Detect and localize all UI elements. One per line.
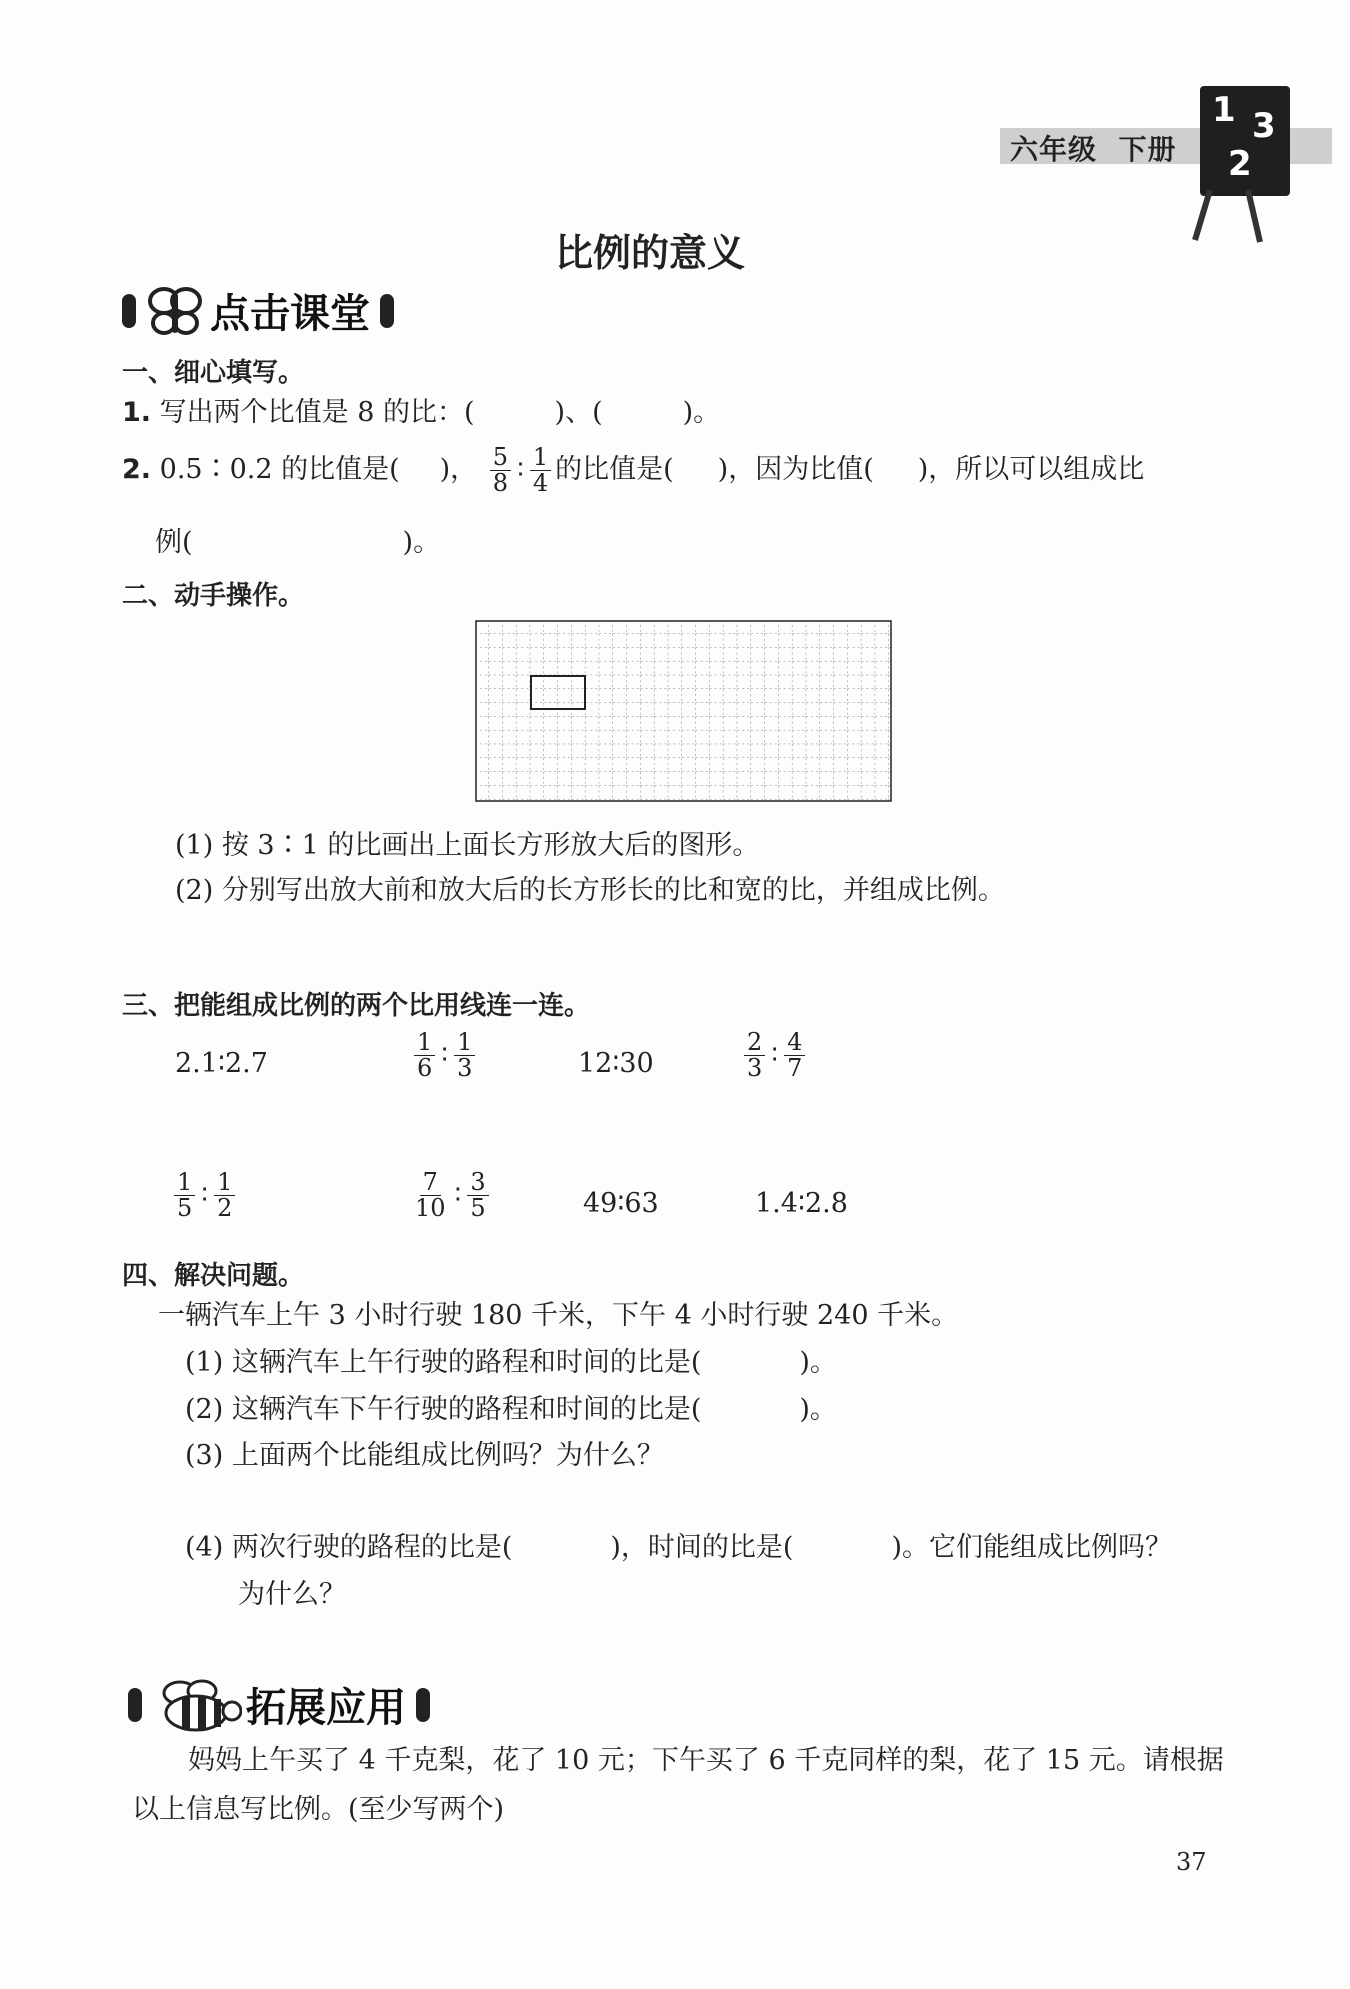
problem-q2: (2) 这辆汽车下午行驶的路程和时间的比是( )。 [185,1394,837,1425]
extension-text-line1: 妈妈上午买了 4 千克梨，花了 10 元；下午买了 6 千克同样的梨，花了 15 元。请根据 [188,1745,1224,1776]
operation-2: (2) 分别写出放大前和放大后的长方形长的比和宽的比，并组成比例。 [175,875,1005,906]
problem-q4: (4) 两次行驶的路程的比是( )，时间的比是( )。它们能组成比例吗？ [185,1532,1172,1563]
ratio-1.4-2.8[interactable]: 1.4∶2.8 [755,1188,848,1219]
extension-text-line2: 以上信息写比例。(至少写两个) [132,1794,505,1825]
butterfly-icon [146,285,204,337]
question-2-line2: 例( )。 [155,527,441,558]
chalkboard-icon: 1 3 2 [1200,86,1290,196]
dot-grid [475,620,893,803]
ratio-1/6-1/3[interactable]: $\frac{1}{6}$ ∶ $\frac{1}{3}$ [410,1030,479,1081]
ratio-2/3-4/7[interactable]: $\frac{2}{3}$ ∶ $\frac{4}{7}$ [740,1030,809,1081]
ratio-12-30[interactable]: 12∶30 [578,1048,654,1079]
ratio-7/10-3/5[interactable]: $\frac{7}{10}$ ∶ $\frac{3}{5}$ [408,1170,493,1221]
operation-1: (1) 按 3∶1 的比画出上面长方形放大后的图形。 [175,830,760,861]
grade-label: 六年级 下册 [1010,133,1177,166]
bee-icon [152,1677,242,1733]
problem-q1: (1) 这辆汽车上午行驶的路程和时间的比是( )。 [185,1347,837,1378]
section-heading-1: 一、细心填写。 [122,358,305,388]
section-banner-classroom: 点击课堂 [112,282,404,339]
section-heading-4: 四、解决问题。 [122,1261,305,1291]
question-1: 1. 写出两个比值是 8 的比：( )、( )。 [122,397,721,428]
section-heading-2: 二、动手操作。 [122,581,305,611]
page-title: 比例的意义 [554,231,745,275]
problem-intro: 一辆汽车上午 3 小时行驶 180 千米，下午 4 小时行驶 240 千米。 [158,1300,959,1331]
section-heading-3: 三、把能组成比例的两个比用线连一连。 [122,991,591,1021]
question-2: 2. 0.5∶0.2 的比值是( )， $\frac{5}{8}$ ∶ $\frac{1}{4}$ 的比值是( )，因为比值( )，所以可以组成比 [122,443,1145,498]
section-banner-extension: 拓展应用 [118,1676,440,1733]
ratio-2.1-2.7[interactable]: 2.1∶2.7 [175,1048,268,1079]
problem-q4-line2: 为什么？ [238,1579,346,1610]
page-number: 37 [1176,1848,1207,1876]
ratio-1/5-1/2[interactable]: $\frac{1}{5}$ ∶ $\frac{1}{2}$ [170,1170,239,1221]
problem-q3: (3) 上面两个比能组成比例吗？为什么？ [185,1440,664,1471]
ratio-49-63[interactable]: 49∶63 [583,1188,659,1219]
